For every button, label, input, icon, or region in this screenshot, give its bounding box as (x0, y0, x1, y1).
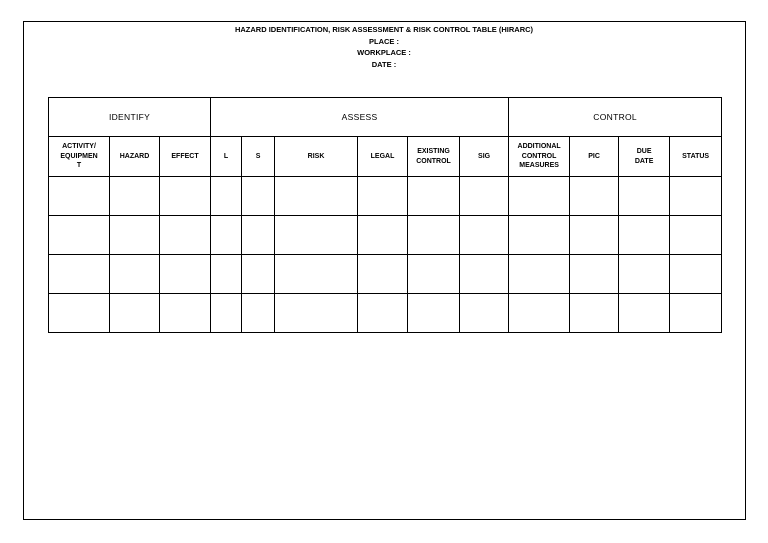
cell-effect[interactable] (160, 255, 211, 294)
cell-existing-control[interactable] (408, 216, 460, 255)
cell-effect[interactable] (160, 294, 211, 333)
col-existing-line2: CONTROL (416, 157, 451, 165)
cell-hazard[interactable] (110, 294, 160, 333)
col-due-line2: DATE (634, 157, 654, 165)
table-body (49, 177, 722, 333)
col-due-date (619, 137, 670, 177)
col-risk: RISK (275, 137, 358, 177)
date-label: DATE : (371, 59, 397, 69)
table-row (49, 216, 722, 255)
group-assess: ASSESS (211, 98, 509, 137)
cell-activity[interactable] (49, 294, 110, 333)
cell-due-date[interactable] (619, 255, 670, 294)
col-l: L (211, 137, 242, 177)
cell-existing-control[interactable] (408, 294, 460, 333)
cell-l[interactable] (211, 294, 242, 333)
col-activity-line2: EQUIPMEN (60, 152, 98, 160)
col-activity (49, 137, 110, 177)
workplace-label: WORKPLACE : (357, 48, 411, 57)
col-hazard: HAZARD (110, 137, 160, 177)
group-control: CONTROL (509, 98, 722, 137)
cell-activity[interactable] (49, 255, 110, 294)
cell-legal[interactable] (358, 177, 408, 216)
cell-s[interactable] (242, 255, 275, 294)
cell-status[interactable] (670, 255, 722, 294)
cell-activity[interactable] (49, 177, 110, 216)
cell-effect[interactable] (160, 216, 211, 255)
cell-l[interactable] (211, 216, 242, 255)
cell-hazard[interactable] (110, 216, 160, 255)
col-additional-line2: CONTROL (521, 152, 557, 160)
col-legal: LEGAL (358, 137, 408, 177)
cell-risk[interactable] (275, 177, 358, 216)
cell-additional-control[interactable] (509, 177, 570, 216)
col-existing-control (408, 137, 460, 177)
col-effect: EFFECT (160, 137, 211, 177)
cell-due-date[interactable] (619, 294, 670, 333)
cell-pic[interactable] (570, 216, 619, 255)
cell-due-date[interactable] (619, 216, 670, 255)
cell-sig[interactable] (460, 216, 509, 255)
cell-s[interactable] (242, 216, 275, 255)
col-activity-line3: T (76, 162, 82, 170)
cell-risk[interactable] (275, 255, 358, 294)
cell-s[interactable] (242, 177, 275, 216)
col-additional-line3: MEASURES (519, 162, 559, 170)
col-sig: SIG (460, 137, 509, 177)
cell-additional-control[interactable] (509, 294, 570, 333)
cell-legal[interactable] (358, 255, 408, 294)
table-row (49, 294, 722, 333)
cell-effect[interactable] (160, 177, 211, 216)
col-additional-control (509, 137, 570, 177)
cell-pic[interactable] (570, 294, 619, 333)
cell-hazard[interactable] (110, 177, 160, 216)
col-pic: PIC (570, 137, 619, 177)
cell-activity[interactable] (49, 216, 110, 255)
cell-pic[interactable] (570, 255, 619, 294)
col-existing-line1: EXISTING (417, 148, 450, 155)
cell-s[interactable] (242, 294, 275, 333)
col-activity-line1: ACTIVITY/ (62, 143, 96, 151)
cell-sig[interactable] (460, 177, 509, 216)
group-identify: IDENTIFY (49, 98, 211, 137)
cell-sig[interactable] (460, 294, 509, 333)
col-additional-line1: ADDITIONAL (517, 143, 561, 151)
place-label: PLACE : (369, 36, 399, 46)
cell-due-date[interactable] (619, 177, 670, 216)
cell-hazard[interactable] (110, 255, 160, 294)
cell-additional-control[interactable] (509, 216, 570, 255)
hirarc-table (48, 97, 722, 333)
cell-risk[interactable] (275, 294, 358, 333)
table-row (49, 177, 722, 216)
table-row (49, 255, 722, 294)
cell-sig[interactable] (460, 255, 509, 294)
col-s: S (242, 137, 275, 177)
cell-additional-control[interactable] (509, 255, 570, 294)
col-status: STATUS (670, 137, 722, 177)
cell-status[interactable] (670, 177, 722, 216)
cell-pic[interactable] (570, 177, 619, 216)
document-header (0, 24, 768, 70)
cell-existing-control[interactable] (408, 177, 460, 216)
document-title: HAZARD IDENTIFICATION, RISK ASSESSMENT & RISK CONTROL TABLE (HIRARC) (234, 25, 534, 34)
cell-legal[interactable] (358, 216, 408, 255)
column-header-row (49, 137, 722, 177)
col-due-line1: DUE (636, 148, 652, 155)
cell-legal[interactable] (358, 294, 408, 333)
cell-risk[interactable] (275, 216, 358, 255)
cell-status[interactable] (670, 216, 722, 255)
group-header-row (49, 98, 722, 137)
cell-l[interactable] (211, 177, 242, 216)
cell-existing-control[interactable] (408, 255, 460, 294)
cell-l[interactable] (211, 255, 242, 294)
cell-status[interactable] (670, 294, 722, 333)
